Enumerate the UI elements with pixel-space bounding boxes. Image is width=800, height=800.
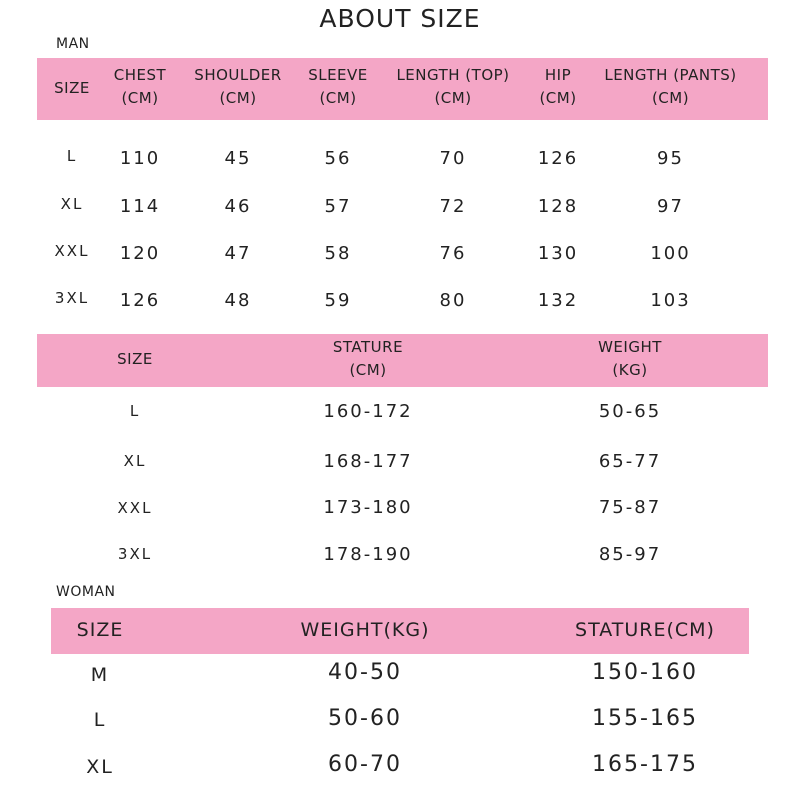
chest-cell: 120	[119, 243, 161, 264]
sleeve-cell: 56	[324, 148, 352, 169]
man-section-label: MAN	[56, 36, 90, 52]
size-cell: XXL	[54, 242, 90, 260]
weight-cell: 65-77	[598, 451, 662, 472]
size-cell: XL	[60, 195, 84, 213]
stature-cell: 178-190	[323, 544, 413, 565]
hip-cell: 132	[537, 290, 579, 311]
shoulder-cell: 45	[224, 148, 252, 169]
stature-cell: 165-175	[592, 752, 698, 777]
size-cell: XXL	[117, 499, 153, 517]
weight-cell: 50-65	[598, 401, 662, 422]
length-top-cell: 72	[439, 196, 467, 217]
stature-cell: 168-177	[323, 451, 413, 472]
length-pants-cell: 103	[650, 290, 691, 311]
woman-section-label: WOMAN	[56, 584, 116, 600]
chest-cell: 114	[119, 196, 161, 217]
man-measure-header-length-pants: LENGTH (PANTS) (CM)	[604, 66, 737, 108]
woman-header-weight: WEIGHT(KG)	[300, 619, 430, 641]
sleeve-cell: 59	[324, 290, 352, 311]
length-top-cell: 76	[439, 243, 467, 264]
shoulder-cell: 46	[224, 196, 252, 217]
size-cell: XL	[123, 452, 147, 470]
length-top-cell: 80	[439, 290, 467, 311]
size-cell: L	[129, 402, 141, 420]
stature-cell: 173-180	[323, 497, 413, 518]
size-cell: 3XL	[117, 545, 153, 563]
weight-cell: 75-87	[598, 497, 662, 518]
shoulder-cell: 47	[224, 243, 252, 264]
weight-cell: 60-70	[328, 752, 402, 777]
stature-cell: 155-165	[592, 706, 698, 731]
weight-cell: 40-50	[328, 660, 402, 685]
size-cell: L	[93, 709, 107, 731]
man-measure-header-size: SIZE	[54, 79, 90, 97]
man-measure-header-shoulder: SHOULDER (CM)	[194, 66, 282, 108]
woman-header-stature: STATURE(CM)	[575, 619, 715, 641]
man-fit-header-weight: WEIGHT (KG)	[598, 338, 662, 380]
chest-cell: 110	[119, 148, 161, 169]
size-cell: XL	[86, 756, 114, 778]
shoulder-cell: 48	[224, 290, 252, 311]
stature-cell: 160-172	[323, 401, 413, 422]
hip-cell: 130	[537, 243, 579, 264]
hip-cell: 126	[537, 148, 579, 169]
man-measure-header-length-top: LENGTH (TOP) (CM)	[396, 66, 510, 108]
size-cell: L	[66, 147, 78, 165]
weight-cell: 85-97	[598, 544, 662, 565]
hip-cell: 128	[537, 196, 579, 217]
stature-cell: 150-160	[592, 660, 698, 685]
length-pants-cell: 97	[657, 196, 684, 217]
size-cell: 3XL	[54, 289, 90, 307]
size-cell: M	[90, 664, 110, 686]
length-top-cell: 70	[439, 148, 467, 169]
chest-cell: 126	[119, 290, 161, 311]
man-fit-header-size: SIZE	[117, 350, 153, 368]
woman-header-size: SIZE	[76, 619, 124, 641]
length-pants-cell: 95	[657, 148, 684, 169]
page-title: ABOUT SIZE	[319, 4, 481, 33]
man-fit-header-stature: STATURE (CM)	[332, 338, 404, 380]
man-measure-header-hip: HIP (CM)	[539, 66, 577, 108]
length-pants-cell: 100	[650, 243, 691, 264]
weight-cell: 50-60	[328, 706, 402, 731]
sleeve-cell: 57	[324, 196, 352, 217]
man-measure-header-chest: CHEST (CM)	[113, 66, 167, 108]
man-measure-header-sleeve: SLEEVE (CM)	[308, 66, 368, 108]
sleeve-cell: 58	[324, 243, 352, 264]
